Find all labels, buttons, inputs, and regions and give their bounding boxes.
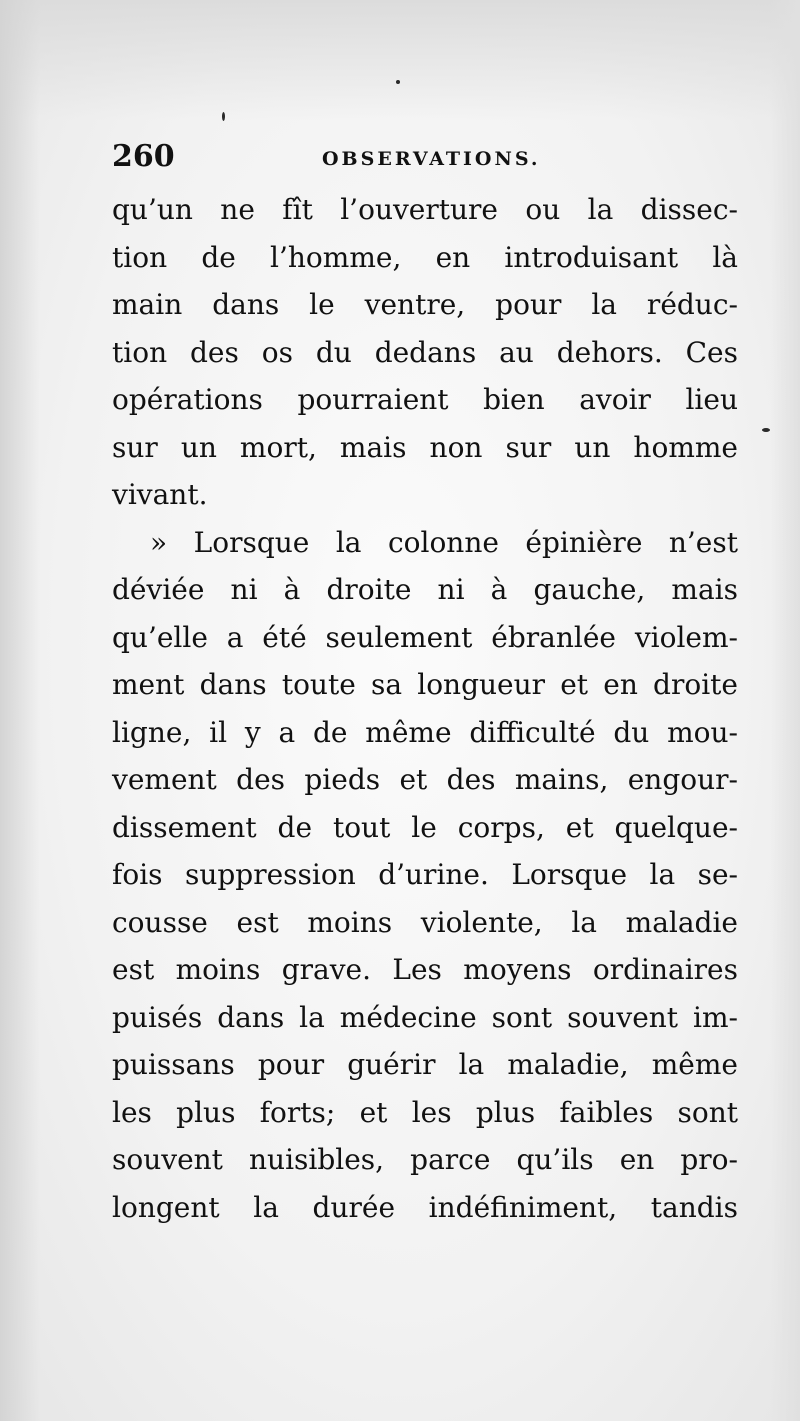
page-shadow-left [0, 0, 40, 1421]
running-head: OBSERVATIONS. [322, 148, 541, 170]
ink-speck [396, 80, 400, 84]
text-line: est moins grave. Les moyens ordinaires [112, 953, 738, 986]
text-line: souvent nuisibles, parce qu’ils en pro- [112, 1143, 738, 1176]
ink-speck [222, 112, 225, 121]
text-line: vivant. [112, 478, 208, 511]
text-line: déviée ni à droite ni à gauche, mais [112, 573, 738, 606]
text-line: fois suppression d’urine. Lorsque la se- [112, 858, 738, 891]
text-line: dissement de tout le corps, et quelque- [112, 810, 738, 844]
text-line: tion des os du dedans au dehors. Ces [112, 335, 738, 369]
text-line: sur un mort, mais non sur un homme [112, 430, 738, 464]
text-line: » Lorsque la colonne épinière n’est [150, 525, 738, 559]
text-line: qu’elle a été seulement ébranlée violem- [112, 620, 738, 654]
page-shadow-top [0, 0, 800, 120]
text-line: qu’un ne fît l’ouverture ou la dissec- [112, 193, 738, 226]
text-line: ment dans toute sa longueur et en droite [112, 668, 738, 701]
text-line: cousse est moins violente, la maladie [112, 905, 738, 939]
page-number: 260 [112, 139, 175, 174]
page-header [112, 138, 738, 182]
text-line: puissans pour guérir la maladie, même [112, 1048, 738, 1081]
page-shadow-right [770, 0, 800, 1421]
text-line: opérations pourraient bien avoir lieu [112, 383, 738, 416]
text-line: vement des pieds et des mains, engour- [112, 763, 738, 796]
ink-speck [762, 428, 770, 432]
text-line: les plus forts; et les plus faibles sont [112, 1095, 738, 1129]
text-line: ligne, il y a de même difficulté du mou- [112, 715, 738, 749]
text-line: longent la durée indéfiniment, tandis [112, 1190, 738, 1224]
text-line: puisés dans la médecine sont souvent im- [112, 1000, 738, 1034]
text-line: main dans le ventre, pour la réduc- [112, 288, 738, 321]
text-line: tion de l’homme, en introduisant là [112, 240, 738, 274]
body-text [112, 186, 738, 1231]
